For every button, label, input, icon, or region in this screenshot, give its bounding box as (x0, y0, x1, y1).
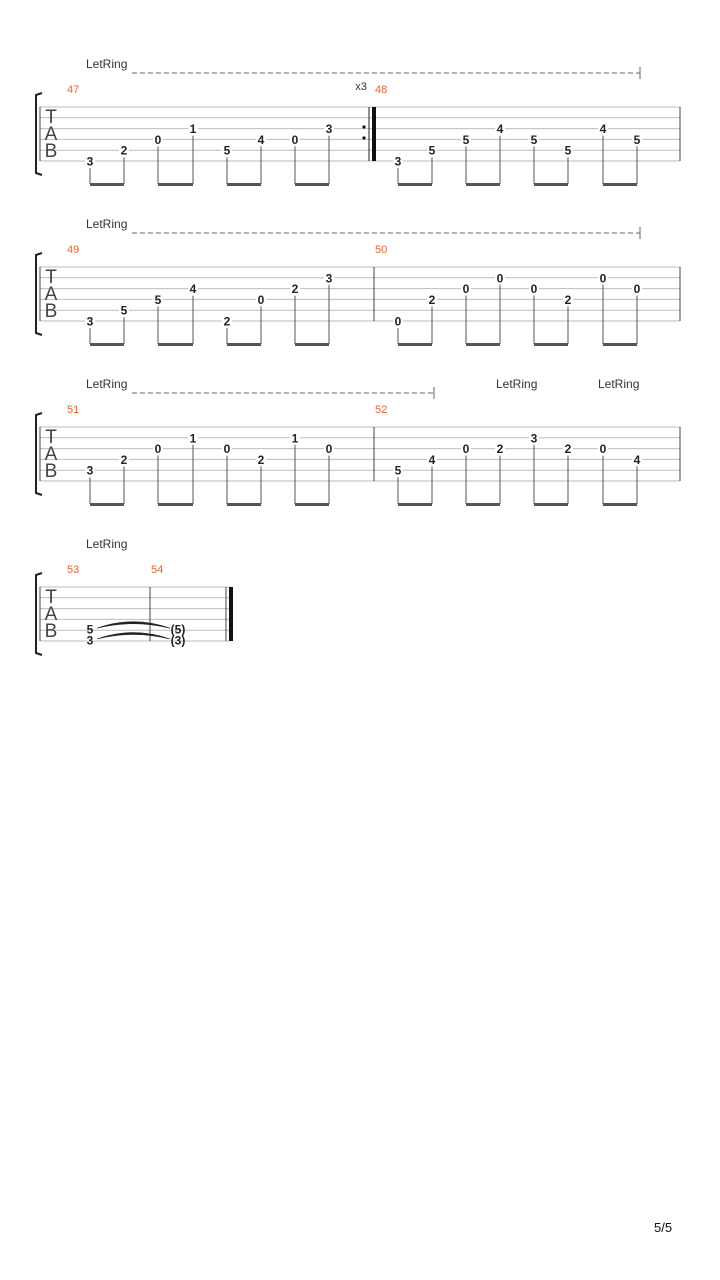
fret-number: 0 (223, 442, 231, 457)
fret-number: 4 (257, 132, 265, 147)
fret-number: 2 (291, 282, 299, 297)
fret-number: 3 (325, 122, 333, 137)
fret-number: 0 (257, 292, 265, 307)
fret-number: 2 (428, 292, 436, 307)
final-thick-barline (229, 587, 233, 641)
fret-number: 2 (120, 452, 128, 467)
fret-number: 4 (633, 452, 641, 467)
tab-clef-letter: B (44, 141, 58, 162)
beam (534, 343, 568, 346)
beam (158, 183, 193, 186)
beam (398, 343, 432, 346)
beam (227, 343, 261, 346)
fret-number: 2 (496, 442, 504, 457)
fret-number: 3 (86, 314, 94, 329)
fret-number: 5 (394, 463, 402, 478)
beam (158, 503, 193, 506)
fret-number: 0 (530, 282, 538, 297)
fret-number: 1 (189, 122, 197, 137)
beam (603, 183, 637, 186)
measure-number: 48 (375, 84, 388, 96)
fret-number: 5 (564, 143, 572, 158)
fret-number: 0 (325, 442, 333, 457)
beam (227, 503, 261, 506)
tab-clef-letter: T (45, 427, 57, 448)
fret-number: 0 (462, 282, 470, 297)
fret-number: 2 (564, 292, 572, 307)
fret-number: 3 (86, 633, 94, 648)
fret-number: 4 (189, 282, 197, 297)
letring-label: LetRing (86, 377, 128, 391)
system-bracket (36, 93, 42, 175)
fret-number: 3 (86, 154, 94, 169)
measure-number: 51 (67, 404, 80, 416)
letring-label: LetRing (86, 217, 128, 231)
fret-number: 2 (564, 442, 572, 457)
fret-number: 0 (154, 442, 162, 457)
beam (295, 183, 329, 186)
fret-number: 4 (496, 122, 504, 137)
repeat-dot (362, 136, 365, 139)
fret-number: 5 (120, 303, 128, 318)
tied-fret-number: (3) (170, 633, 186, 648)
tab-clef-letter: A (44, 124, 58, 145)
tab-clef-letter: A (44, 604, 58, 625)
measure-number: 49 (67, 244, 80, 256)
fret-number: 3 (325, 271, 333, 286)
fret-number: 5 (154, 292, 162, 307)
tab-clef-letter: T (45, 267, 57, 288)
page-number: 5/5 (654, 1220, 673, 1235)
fret-number: 0 (599, 271, 607, 286)
fret-number: 0 (462, 442, 470, 457)
fret-number: 0 (394, 314, 402, 329)
measure-number: 54 (151, 564, 164, 576)
fret-number: 0 (633, 282, 641, 297)
tab-system-1 (36, 57, 680, 186)
tab-clef-letter: B (44, 621, 58, 642)
fret-number: 0 (496, 271, 504, 286)
beam (466, 183, 500, 186)
beam (398, 183, 432, 186)
fret-number: 2 (223, 314, 231, 329)
fret-number: 0 (599, 442, 607, 457)
tab-clef-letter: T (45, 587, 57, 608)
beam (466, 503, 500, 506)
beam (90, 183, 124, 186)
tab-system-2 (36, 217, 680, 346)
fret-number: 5 (428, 143, 436, 158)
beam (295, 503, 329, 506)
repeat-thick-barline (372, 107, 376, 161)
fret-number: 4 (599, 122, 607, 137)
tab-clef-letter: B (44, 301, 58, 322)
beam (603, 503, 637, 506)
measure-number: 47 (67, 84, 80, 96)
tab-system-3 (36, 377, 680, 506)
system-bracket (36, 413, 42, 495)
measure-number: 50 (375, 244, 388, 256)
beam (90, 343, 124, 346)
tab-clef-letter: A (44, 444, 58, 465)
measure-number: 52 (375, 404, 388, 416)
fret-number: 5 (633, 132, 641, 147)
system-bracket (36, 253, 42, 335)
beam (603, 343, 637, 346)
letring-label: LetRing (598, 377, 640, 391)
fret-number: 5 (530, 132, 538, 147)
tie-arc (97, 622, 170, 629)
letring-label: LetRing (496, 377, 538, 391)
fret-number: 0 (291, 132, 299, 147)
repeat-dot (362, 125, 365, 128)
fret-number: 3 (394, 154, 402, 169)
fret-number: 5 (86, 622, 94, 637)
tied-fret-number: (5) (170, 622, 186, 637)
fret-number: 5 (462, 132, 470, 147)
fret-number: 3 (86, 463, 94, 478)
tie-arc (97, 633, 170, 640)
fret-number: 1 (189, 431, 197, 446)
beam (158, 343, 193, 346)
letring-label: LetRing (86, 57, 128, 71)
beam (534, 183, 568, 186)
letring-label: LetRing (86, 537, 128, 551)
system-bracket (36, 573, 42, 655)
fret-number: 5 (223, 143, 231, 158)
measure-number: 53 (67, 564, 80, 576)
beam (295, 343, 329, 346)
fret-number: 2 (257, 452, 265, 467)
fret-number: 4 (428, 452, 436, 467)
tab-system-4 (36, 537, 233, 655)
beam (398, 503, 432, 506)
beam (466, 343, 500, 346)
tab-clef-letter: B (44, 461, 58, 482)
beam (534, 503, 568, 506)
fret-number: 3 (530, 431, 538, 446)
tab-clef-letter: A (44, 284, 58, 305)
fret-number: 1 (291, 431, 299, 446)
beam (227, 183, 261, 186)
tab-clef-letter: T (45, 107, 57, 128)
beam (90, 503, 124, 506)
fret-number: 0 (154, 132, 162, 147)
repeat-count: x3 (355, 81, 367, 93)
fret-number: 2 (120, 143, 128, 158)
